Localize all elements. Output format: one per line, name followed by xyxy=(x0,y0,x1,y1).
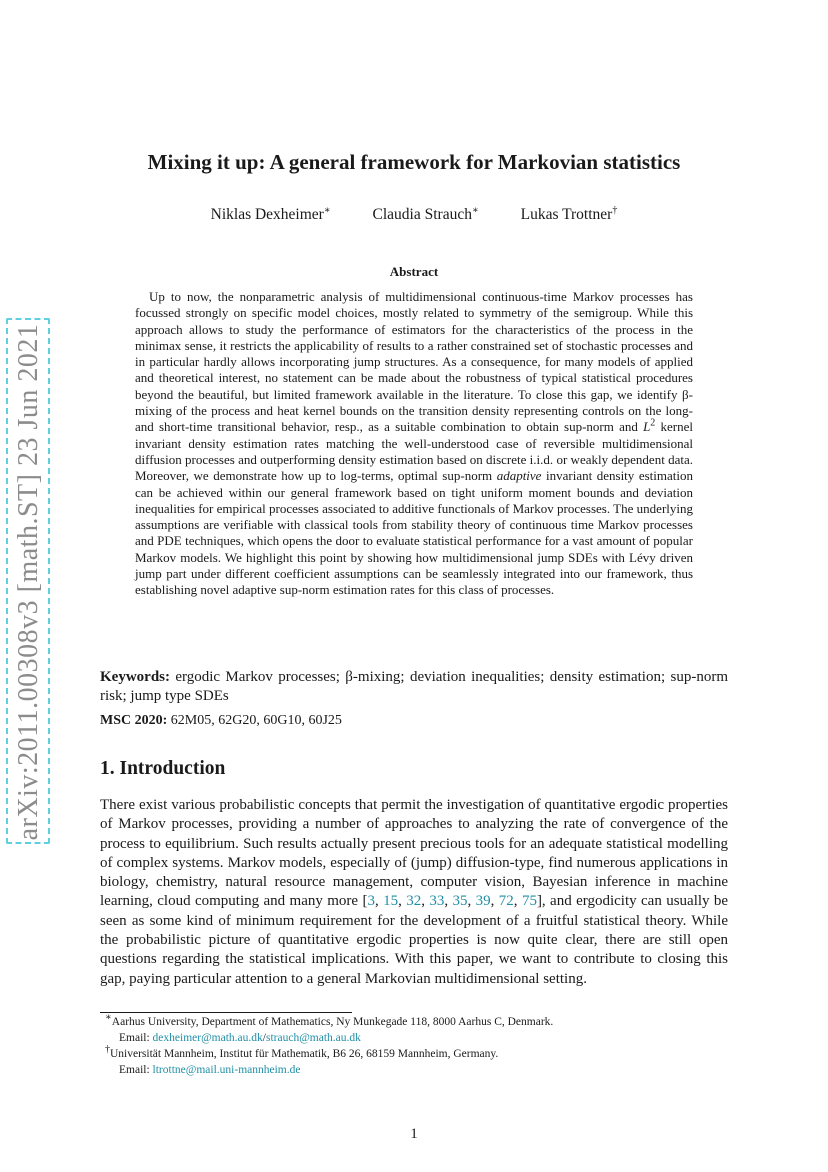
citation-link[interactable]: 35 xyxy=(452,893,468,910)
email-link-strauch[interactable]: strauch@math.au.dk xyxy=(265,1031,361,1044)
citation-link[interactable]: 3 xyxy=(367,893,375,910)
author: Claudia Strauch∗ xyxy=(372,204,479,223)
footnote-email-line: Email: ltrottne@mail.uni-mannheim.de xyxy=(119,1063,301,1076)
footnote-aarhus: ∗Aarhus University, Department of Mathematics, Ny Munkegade 118, 8000 Aarhus C, Denmark. xyxy=(105,1012,554,1028)
keywords: Keywords: ergodic Markov processes; β-mixing; deviation inequalities; density estimation; sup-norm risk; jump type SDEs xyxy=(100,669,728,704)
introduction-paragraph: There exist various probabilistic concepts that permit the investigation of quantitative ergodic properties of Markov processes, providing a number of approaches to analyzing the rate of convergence of the process to equilibrium. Such results actually present precious tools for an adequate statistical modelling of complex systems. Markov models, especially of (jump) diffusion-type, find numerous applications in biology, chemistry, natural resource management, computer vision, Bayesian inference in machine learning, cloud computing and many more [3, 15, 32, 33, 35, 39, 72, 75], and ergodicity can usually be seen as some kind of minimum requirement for the development of a fruitful statistical theory. While the probabilistic picture of quantitative ergodic properties is now quite clear, there are still open questions regarding the statistical implications. With this paper, we want to contribute to closing this gap, paying particular attention to a general Markovian multidimensional setting. xyxy=(100,797,729,987)
section-heading-introduction: 1. Introduction xyxy=(100,758,226,779)
email-link-dexheimer[interactable]: dexheimer@math.au.dk xyxy=(152,1031,263,1044)
msc-classification: MSC 2020: 62M05, 62G20, 60G10, 60J25 xyxy=(100,713,342,728)
footnote-email-line: Email: dexheimer@math.au.dk/strauch@math.au.dk xyxy=(119,1031,361,1044)
abstract-body: Up to now, the nonparametric analysis of multidimensional continuous-time Markov processes has focussed strongly on specific model choices, mostly related to symmetry of the semigroup. While this approach allows to study the performance of estimators for the characteristics of the process in the minimax sense, it restricts the applicability of results to a rather constrained set of stochastic processes and in particular hardly allows incorporating jump structures. As a consequence, for many models of applied and theoretical interest, no statement can be made about the robustness of typical statistical procedures beyond the beautiful, but limited framework available in the literature. To close this gap, we identify β-mixing of the process and heat kernel bounds on the transition density representing controls on the long- and short-time transitional behavior, resp., as a suitable combination to obtain sup-norm and $L^2$ kernel invariant density estimation rates matching the well-understood case of reversible multidimensional diffusion processes and outperforming density estimation based on discrete i.i.d. or weakly dependent data. Moreover, we demonstrate how up to log-terms, optimal sup-norm adaptive invariant density estimation can be achieved within our general framework based on tight uniform moment bounds and deviation inequalities for empirical processes associated to additive functionals of Markov processes. The underlying assumptions are verifiable with classical tools from stability theory of continuous time Markov processes and PDE techniques, which opens the door to evaluate statistical performance for a vast amount of popular Markov models. We highlight this point by showing how multidimensional jump SDEs with Lévy driven jump part under different coefficient assumptions can be seamlessly integrated into our framework, thus establishing novel adaptive sup-norm estimation rates for this class of processes. xyxy=(135,289,693,598)
footnote-mannheim: †Universität Mannheim, Institut für Mathematik, B6 26, 68159 Mannheim, Germany. xyxy=(105,1044,499,1060)
footnote-rule xyxy=(100,1012,352,1013)
citation-link[interactable]: 32 xyxy=(406,893,422,910)
paper-title: Mixing it up: A general framework for Markovian statistics xyxy=(147,150,681,174)
author: Lukas Trottner† xyxy=(520,204,618,223)
citation-link[interactable]: 33 xyxy=(429,893,445,910)
citation-link[interactable]: 72 xyxy=(498,893,514,910)
author-list xyxy=(100,206,728,224)
footnotes xyxy=(105,1012,725,1078)
arxiv-sidebar-stamp xyxy=(6,318,52,846)
email-link-trottner[interactable]: ltrottne@mail.uni-mannheim.de xyxy=(152,1063,301,1076)
author: Niklas Dexheimer∗ xyxy=(210,204,331,223)
citation-link[interactable]: 75 xyxy=(521,893,537,910)
arxiv-identifier: arXiv:2011.00308v3 [math.ST] 23 Jun 2021 xyxy=(13,323,44,841)
abstract-heading: Abstract xyxy=(389,264,439,279)
page-number: 1 xyxy=(410,1126,418,1142)
citation-link[interactable]: 39 xyxy=(475,893,491,910)
citation-link[interactable]: 15 xyxy=(383,893,399,910)
